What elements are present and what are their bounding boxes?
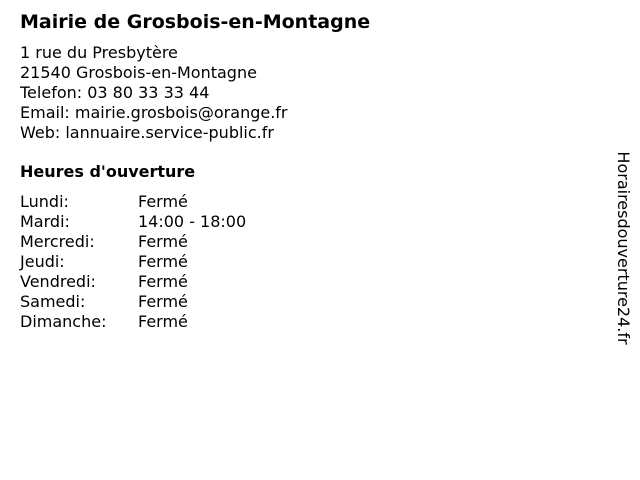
business-card [20,9,600,332]
day-hours: Fermé [138,232,188,251]
day-label: Mercredi: [20,232,95,251]
page-title: Mairie de Grosbois-en-Montagne [20,11,371,33]
day-hours: 14:00 - 18:00 [138,212,247,231]
hours-row-saturday [20,292,600,312]
day-hours: Fermé [138,192,188,211]
hours-row-thursday [20,252,600,272]
day-hours: Fermé [138,312,188,331]
day-label: Vendredi: [20,272,96,291]
day-label: Lundi: [20,192,69,211]
hours-row-friday [20,272,600,292]
day-label: Jeudi: [20,252,65,271]
website: Web: lannuaire.service-public.fr [20,123,274,142]
city-address: 21540 Grosbois-en-Montagne [20,63,257,82]
phone-number: Telefon: 03 80 33 33 44 [20,83,210,102]
email-address: Email: mairie.grosbois@orange.fr [20,103,288,122]
hours-row-tuesday [20,212,600,232]
day-label: Dimanche: [20,312,107,331]
hours-row-sunday [20,312,600,332]
day-hours: Fermé [138,272,188,291]
hours-row-wednesday [20,232,600,252]
hours-heading: Heures d'ouverture [20,162,196,181]
day-hours: Fermé [138,252,188,271]
street-address: 1 rue du Presbytère [20,43,178,62]
day-label: Mardi: [20,212,70,231]
hours-row-monday [20,192,600,212]
day-label: Samedi: [20,292,86,311]
day-hours: Fermé [138,292,188,311]
brand-watermark: Horairesdouverture24.fr [614,151,633,345]
